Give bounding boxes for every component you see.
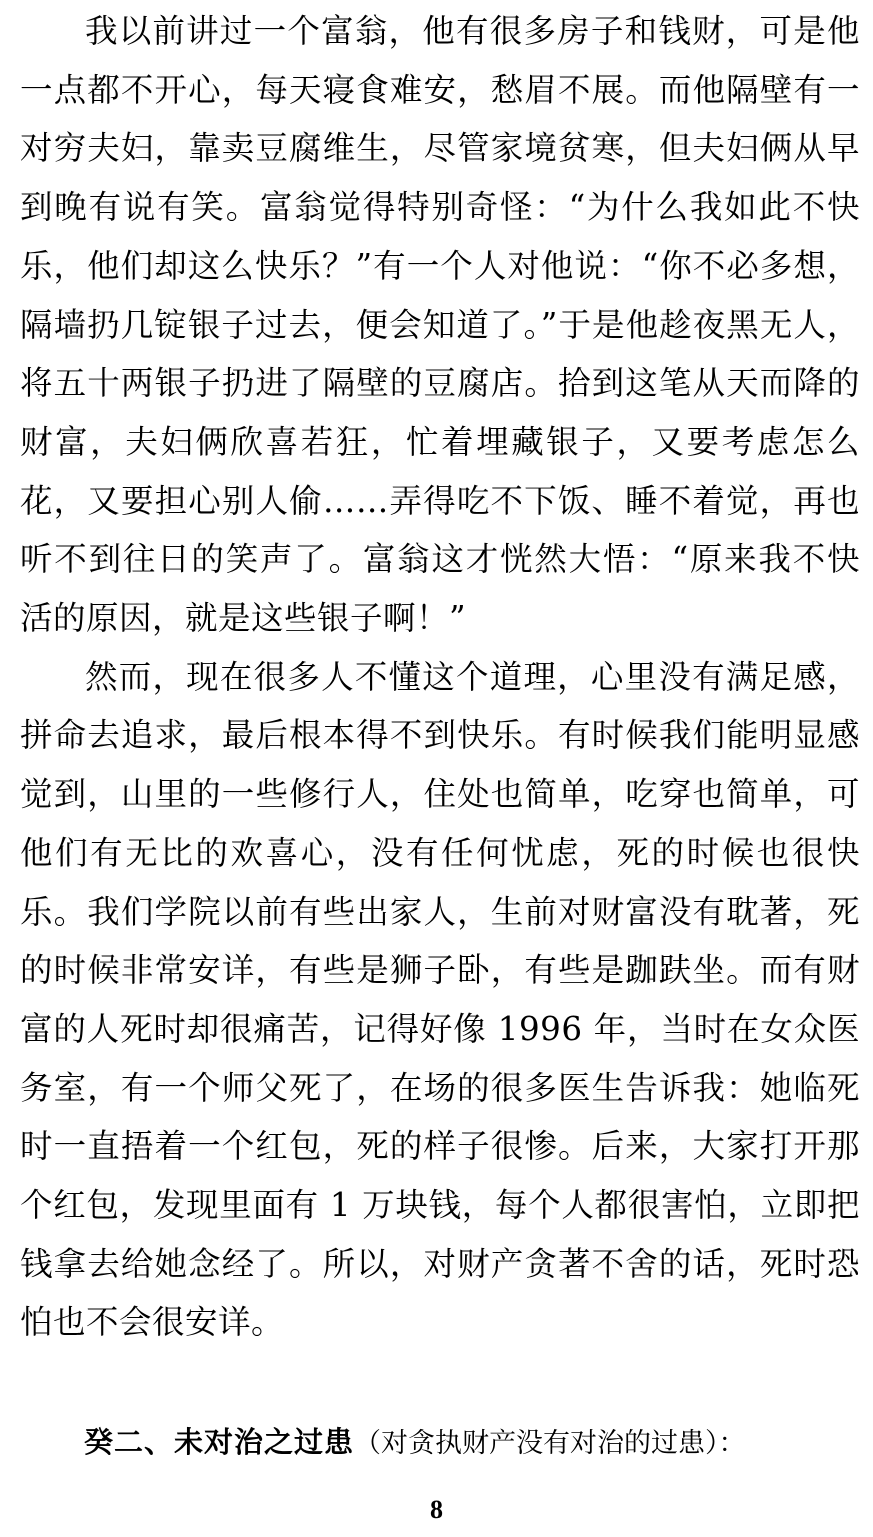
- paragraph-monastics-death: 然而，现在很多人不懂这个道理，心里没有满足感，拼命去追求，最后根本得不到快乐。有时候我们能明显感觉到，山里的一些修行人，住处也简单，吃穿也简单，可他们有无比的欢喜心，没有任何忧虑，死的时候也很快乐。我们学院以前有些出家人，生前对财富没有耽著，死的时候非常安详，有些是狮子卧，有些是跏趺坐。而有财富的人死时却很痛苦，记得好像 1996 年，当时在女众医务室，有一个师父死了，在场的很多医生告诉我：她临死时一直捂着一个红包，死的样子很惨。后来，大家打开那个红包，发现里面有 1 万块钱，每个人都很害怕，立即把钱拿去给她念经了。所以，对财产贪著不舍的话，死时恐怕也不会很安详。: [20, 657, 860, 1342]
- section-heading: [84, 1420, 864, 1466]
- section-heading-note: （对贪执财产没有对治的过患）：: [354, 1428, 746, 1459]
- body-text: [20, 2, 860, 1352]
- paragraph-rich-man-story: 我以前讲过一个富翁，他有很多房子和钱财，可是他一点都不开心，每天寝食难安，愁眉不展。而他隔壁有一对穷夫妇，靠卖豆腐维生，尽管家境贫寒，但夫妇俩从早到晚有说有笑。富翁觉得特别奇怪：“为什么我如此不快乐，他们却这么快乐？”有一个人对他说：“你不必多想，隔墙扔几锭银子过去，便会知道了。”于是他趁夜黑无人，将五十两银子扔进了隔壁的豆腐店。拾到这笔从天而降的财富，夫妇俩欣喜若狂，忙着埋藏银子，又要考虑怎么花，又要担心别人偷……弄得吃不下饭、睡不着觉，再也听不到往日的笑声了。富翁这才恍然大悟：“原来我不快活的原因，就是这些银子啊！”: [20, 12, 860, 638]
- page-number: 8: [430, 1495, 443, 1524]
- section-heading-title: 癸二、未对治之过患: [84, 1425, 355, 1459]
